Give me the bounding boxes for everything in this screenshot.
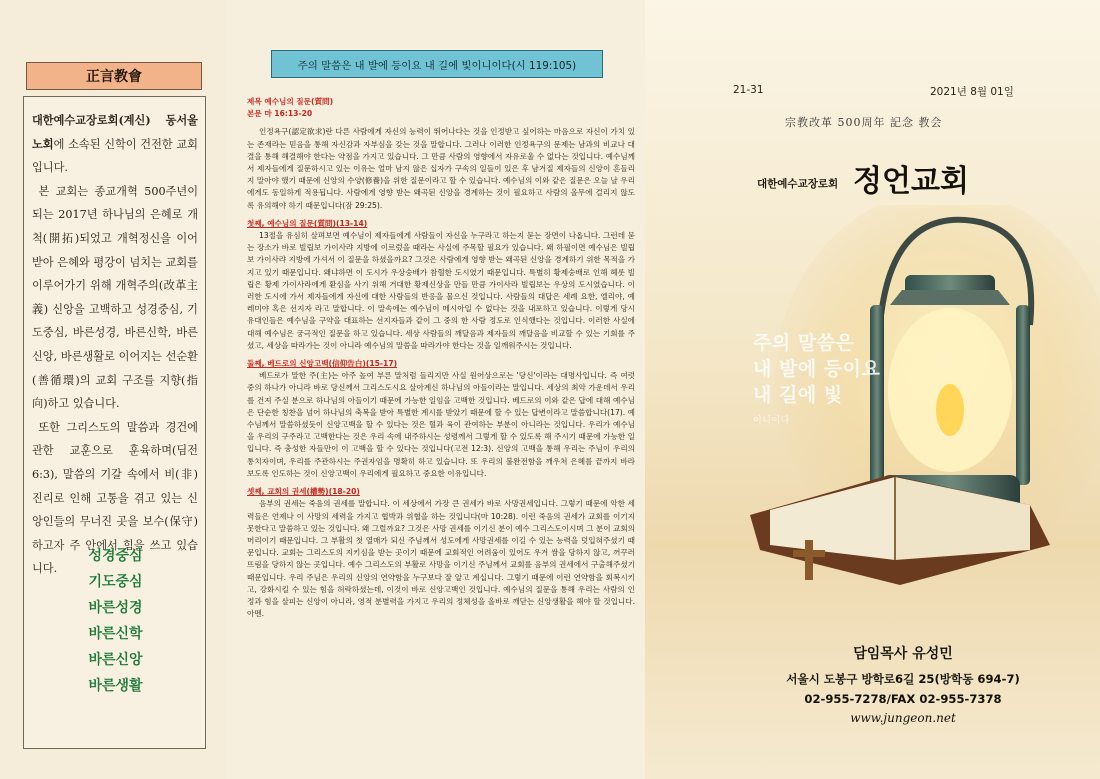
focus-item: 성경중심: [88, 548, 143, 564]
sermon-panel: [225, 0, 645, 779]
focus-item: 바른성경: [88, 600, 143, 616]
section-body: 13절을 유심히 살펴보면 예수님이 제자들에게 사람들이 자신을 누구라고 하는지 묻는 장면이 나옵니다. 그런데 묻는 장소가 바로 빌립보 가이사랴 지방에 이르렀을 때라는 사실에 주목할 필요가 있습니다. 왜 하필이면 예수님은 빌립보 가이사랴 지방에 가셔서 이 질문을 하셨을까요? 그것은 사람에게 영향 받는 왜곡된 신앙을 경계하기 위한 목적을 가지고 있기 때문입니다. 왜냐하면 이 도시가 우상숭배가 참혈한 도시였기 때문입니다. 특별히 황제숭배로 인해 헤롯 빌립은 황제 가이사라에게 환심을 사기 위해 거대한 황제신상을 만들 만큼 가이사라 빌립보는 우상의 도시였습니다. 이러한 도시에 가서 제자들에게 자신에 대한 사람들의 반응을 물으신 것입니다. 사람들의 대답은 세례 요한, 엘리야, 예레미야 혹은 선지자 라고 말합니다. 이 말속에는 예수님이 메시아일 수 없다는 것을 내포하고 있습니다. 이렇게 당시 유대인들은 예수님을 구약을 대표하는 선지자들과 같이 그 중의 한 사람 정도로 인식했다는 것입니다. 이러한 사실에 대해 예수님은 궁극적인 질문을 하고 있습니다. 세상 사람들의 깨달음과 제자들의 깨달음을 비교할 수 있는 기회를 주셨고, 세상을 따라가는 것이 아니라 예수님의 말씀을 따라가야 한다는 것을 일깨워주시는 것입니다.: [247, 231, 635, 350]
section-heading: 첫째, 예수님의 질문(質問)(13-14): [247, 218, 368, 228]
intro-paragraph-3-text: 또한 그리스도의 말씀과 경건에 관한 교훈으로 훈육하며(딤전 6:3), 말씀의 기갈 속에서 비(非) 진리로 인해 고통을 겪고 있는 신앙인들의 무너진 곳을 보수(保守)하고자 주 안에서 힘을 쓰고 있습니다.: [32, 420, 198, 576]
intro-paragraph-2: [32, 180, 198, 416]
issue-date: 2021년 8월 01일: [930, 86, 1014, 98]
left-panel: [0, 0, 225, 779]
intro-paragraph-1: [32, 109, 198, 180]
sermon-intro: 인정욕구(認定欲求)란 다른 사람에게 자신의 능력이 뛰어나다는 것을 인정받고 싶어하는 마음으로 자신이 가치 있는 존재라는 믿음을 통해 자신감과 자부심을 갖는 것을 말합니다. 그러나 이러한 인정욕구의 문제는 남과의 비교나 대결을 통해 해결해야 한다는 약점을 가지고 있습니다. 그 만큼 사람의 영향에서 자유로울 수 없다는 것입니다. 예수님께서 제자들에게 질문하시고 있는 이유는 얼마 남지 않은 십자가 구속의 일들이 있은 후 남겨질 제자들의 신앙이 흔들리지 말아야 했기 때문에 신앙의 수양(修養)을 위한 질문이라고 할 수 있습니다. 예수님의 이와 같은 질문은 오늘 날 우리에게도 동일하게 적용됩니다. 사람에게 영향 받는 왜곡된 신앙을 경계하는 것이 필요하고 사람의 올무에 걸리지 않도록 유의해야 하기 때문입니다(잠 29:25).: [247, 127, 635, 210]
section-heading: 둘째, 베드로의 신앙고백(信仰告白)(15-17): [247, 359, 398, 369]
cross-bar: [793, 550, 825, 557]
section-body: 베드로가 말한 주(主)는 아주 높여 부른 말처럼 들리지만 사실 원어상으로는 '당신'이라는 대명사입니다. 즉 여럿 중의 하나가 아니라 바로 당신께서 그리스도시요 살아계신 하나님의 아들이라는 말입니다. 세상의 최악 가운데서 우리를 건져 주실 분으로 하나님의 아들이기 때문에 가능한 일임을 고백한 것입니다. 베드로의 이와 같은 답에 대해 예수님은 단순한 칭찬을 넘어 하나님의 축복을 받아 특별한 계시를 받았기 때문에 할 수 있는 답변이라고 말씀합니다(17). 예수님께서 말씀하셨듯이 신앙고백을 할 수 있다는 것은 혈과 육이 관여하는 부분이 아니라는 것입니다. 우리가 예수님을 우리의 구주라고 고백한다는 것은 우리 속에 내주하시는 성령께서 그렇게 할 수 있도록 해 주시기 때문에 가능한 일입니다. 즉 충성한 자들만이 이 고백을 할 수 있다는 것입니다(고전 12:3). 신앙의 고백을 통해 우리는 주님이 우리의 통치자이며, 우리를 주관하시는 주권자임을 명확히 하고 있습니다. 또 우리의 불완전함을 깨우쳐 은혜를 끝까지 바라보도록 인도하는 것이 신앙고백이 우리에게 필요하고 중요한 이유입니다.: [247, 371, 635, 478]
focus-item: 바른신앙: [88, 652, 143, 668]
overlay-line: 내 길에 빛: [753, 384, 843, 406]
cover-subtitle: 宗教改革 500周年 記念 教会: [785, 116, 943, 129]
intro-text: [32, 109, 198, 581]
intro-affiliation: 대한예수교장로회(계신) 동서울 노회: [32, 113, 198, 151]
pastor-name: 담임목사 유성민: [853, 646, 953, 662]
lantern-top: [890, 290, 1010, 305]
focus-item: 바른생활: [88, 678, 143, 694]
sermon-text-ref: 본문 마 16:13-20: [247, 109, 313, 119]
intro-paragraph-2-text: 본 교회는 종교개혁 500주년이 되는 2017년 하나님의 은혜로 개척(開拓)되었고 개혁정신을 이어받아 은혜와 평강이 넘치는 교회를 이루어가기 위해 개혁주의(改革主義) 신앙을 고백하고 성경중심, 기도중심, 바른성경, 바른신학, 바른신앙, 바른생활로 이어지는 선순환(善循環)의 교회 구조를 지향(指向)하고 있습니다.: [32, 184, 199, 411]
intro-box: [23, 96, 206, 749]
contact-block: [753, 643, 1053, 725]
church-phone: 02-955-7278/FAX 02-955-7378: [804, 692, 1002, 706]
focus-list: [24, 543, 207, 699]
church-hanja-title: 正言教會: [26, 62, 202, 90]
cover-panel: [645, 0, 1100, 779]
denomination-label: 대한예수교장로회: [757, 178, 839, 190]
church-address: 서울시 도봉구 방학로6길 25(방학동 694-7): [786, 672, 1020, 686]
church-name: 정언교회: [853, 164, 969, 199]
sermon-body: [247, 96, 635, 620]
sermon-title: 제목 예수님의 질문(質問): [247, 97, 334, 106]
overlay-line: 주의 말씀은: [753, 332, 855, 354]
overlay-line: 내 발에 등이요: [753, 358, 881, 380]
focus-item: 바른신학: [88, 626, 143, 642]
focus-item: 기도중심: [88, 574, 143, 590]
cross-icon: [805, 540, 813, 580]
overlay-line: 이니이다: [753, 416, 790, 426]
verse-banner: 주의 말씀은 내 발에 등이요 내 길에 빛이니이다(시 119:105): [271, 50, 603, 78]
issue-number: 21-31: [733, 84, 764, 96]
lantern-rail-right: [1016, 305, 1030, 485]
overlay-verse: [753, 330, 913, 434]
intro-paragraph-1-text: 에 소속된 신학이 건전한 교회입니다.: [32, 137, 198, 175]
section-heading: 셋째, 교회의 권세(權勢)(18-20): [247, 487, 360, 497]
lantern-flame: [936, 384, 964, 436]
church-website: www.jungeon.net: [850, 711, 956, 725]
section-body: 음부의 권세는 죽음의 권세를 말합니다. 이 세상에서 가장 큰 권세가 바로 사망권세입니다. 그렇기 때문에 악한 세력들은 언제나 이 사망의 세력을 가지고 협박과 위협을 하는 것입니다(마 10:28). 이런 죽음의 권세가 교회를 이기지 못한다고 말씀하고 있는 것입니다. 왜 그럴까요? 그것은 사망 권세를 이기신 분이 예수 그리스도이시며 그 분이 교회의 머리이기 때문입니다. 그 부활의 첫 열매가 되신 주님께서 성도에게 사망권세를 이길 수 있는 능력을 덧입혀주셨기 때문입니다. 교회는 그리스도의 지키심을 받는 곳이기 때문에 교회적인 어려움이 있어도 우겨 쌈을 당하지 않고, 꺼꾸러뜨림을 당하지 않는 곳입니다. 예수 그리스도의 부활로 사망을 이기신 주님께서 교회를 음부의 권세에서 구출해주셨기 때문입니다. 우리 주님은 우리의 신앙의 연약함을 누구보다 잘 알고 계십니다. 그렇기 때문에 이런 연약함을 회복시키고, 강화시킬 수 있는 힘을 허락하셨는데, 이것이 바로 신앙고백인 것입니다. 예수님의 질문을 통해 우리는 사람의 인정과 힘을 살피는 신앙이 아니라, 영적 분별력을 가지고 우리의 정체성을 올바로 깨닫는 신앙생활을 해야 할 것입니다. 아멘.: [247, 499, 635, 619]
